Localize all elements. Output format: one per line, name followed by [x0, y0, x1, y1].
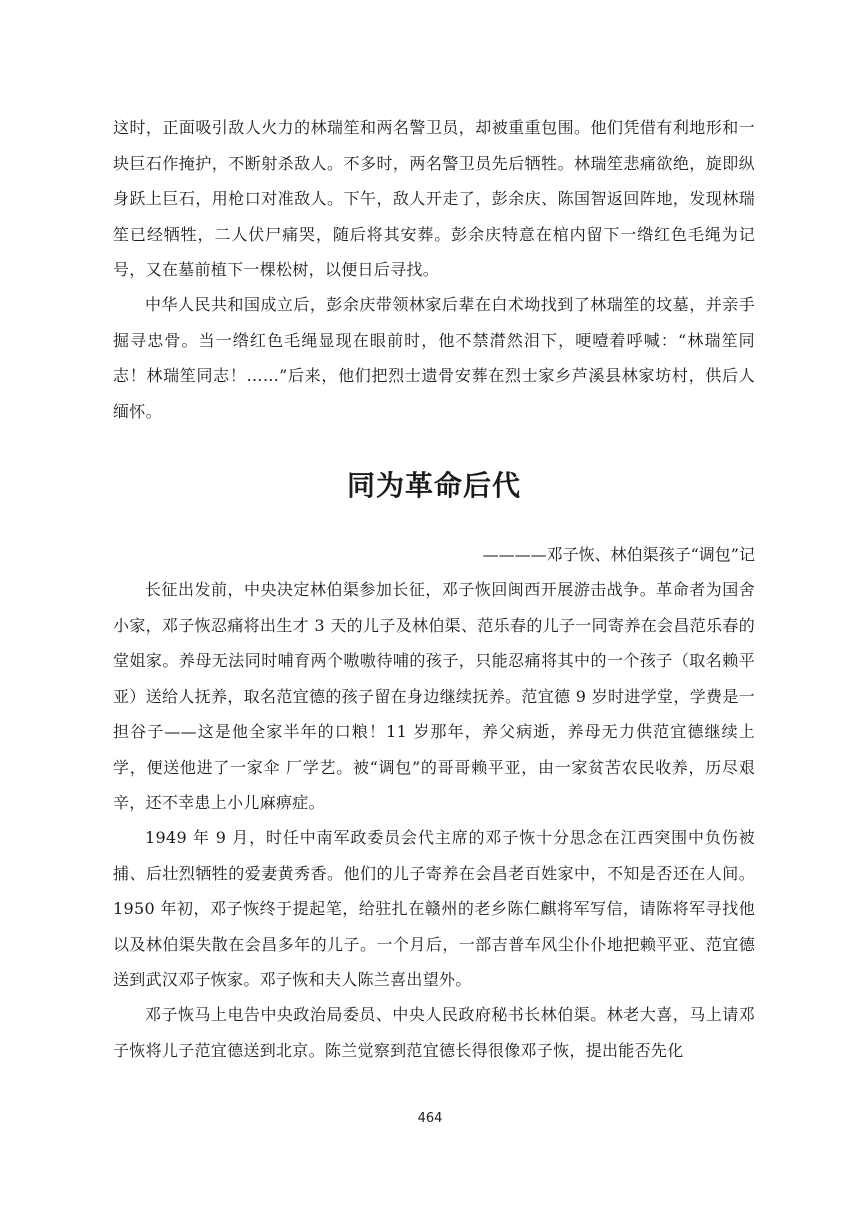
paragraph-continued: 这时，正面吸引敌人火力的林瑞笙和两名警卫员，却被重重包围。他们凭借有利地形和一块巨石作掩护，不断射杀敌人。不多时，两名警卫员先后牺牲。林瑞笙悲痛欲绝，旋即纵身跃上巨石，用枪口对准敌人。下午，敌人开走了，彭余庆、陈国智返回阵地，发现林瑞笙已经牺牲，二人伏尸痛哭，随后将其安葬。彭余庆特意在棺内留下一绺红色毛绳为记号，又在墓前植下一棵松树，以便日后寻找。 — [113, 118, 755, 279]
paragraph: 邓子恢马上电告中央政治局委员、中央人民政府秘书长林伯渠。林老大喜，马上请邓子恢将儿子范宜德送到北京。陈兰觉察到范宜德长得很像邓子恢，提出能否先化 — [113, 1005, 755, 1060]
paragraph: 中华人民共和国成立后，彭余庆带领林家后辈在白术坳找到了林瑞笙的坟墓，并亲手掘寻忠骨。当一绺红色毛绳显现在眼前时，他不禁潸然泪下，哽噎着呼喊：“林瑞笙同志！林瑞笙同志！……”后来，他们把烈士遗骨安葬在烈士家乡芦溪县林家坊村，供后人缅怀。 — [113, 295, 755, 421]
page-number: 464 — [417, 1111, 443, 1126]
paragraph: 长征出发前，中央决定林伯渠参加长征，邓子恢回闽西开展游击战争。革命者为国舍小家，邓子恢忍痛将出生才 3 天的儿子及林伯渠、范乐春的儿子一同寄养在会昌范乐春的堂姐家。养母无法同时哺育两个嗷嗷待哺的孩子，只能忍痛将其中的一个孩子（取名赖平亚）送给人抚养，取名范宜德的孩子留在身边继续抚养。范宜德 9 岁时进学堂，学费是一担谷子——这是他全家半年的口粮！11 岁那年，养父病逝，养母无力供范宜德继续上学，便送他进了一家伞 厂学艺。被“调包”的哥哥赖平亚，由一家贫苦农民收养，历尽艰辛，还不幸患上小儿麻痹症。 — [113, 580, 755, 812]
section-title: 同为革命后代 — [346, 469, 521, 502]
section-subtitle: ————邓子恢、林伯渠孩子“调包”记 — [482, 545, 755, 564]
paragraph: 1949 年 9 月，时任中南军政委员会代主席的邓子恢十分思念在江西突围中负伤被捕、后壮烈牺牲的爱妻黄秀香。他们的儿子寄养在会昌老百姓家中，不知是否还在人间。1950 年初，邓子恢终于提起笔，给驻扎在赣州的老乡陈仁麒将军写信，请陈将军寻找他以及林伯渠失散在会昌多年的儿子。一个月后，一部吉普车风尘仆仆地把赖平亚、范宜德送到武汉邓子恢家。邓子恢和夫人陈兰喜出望外。 — [113, 828, 755, 989]
